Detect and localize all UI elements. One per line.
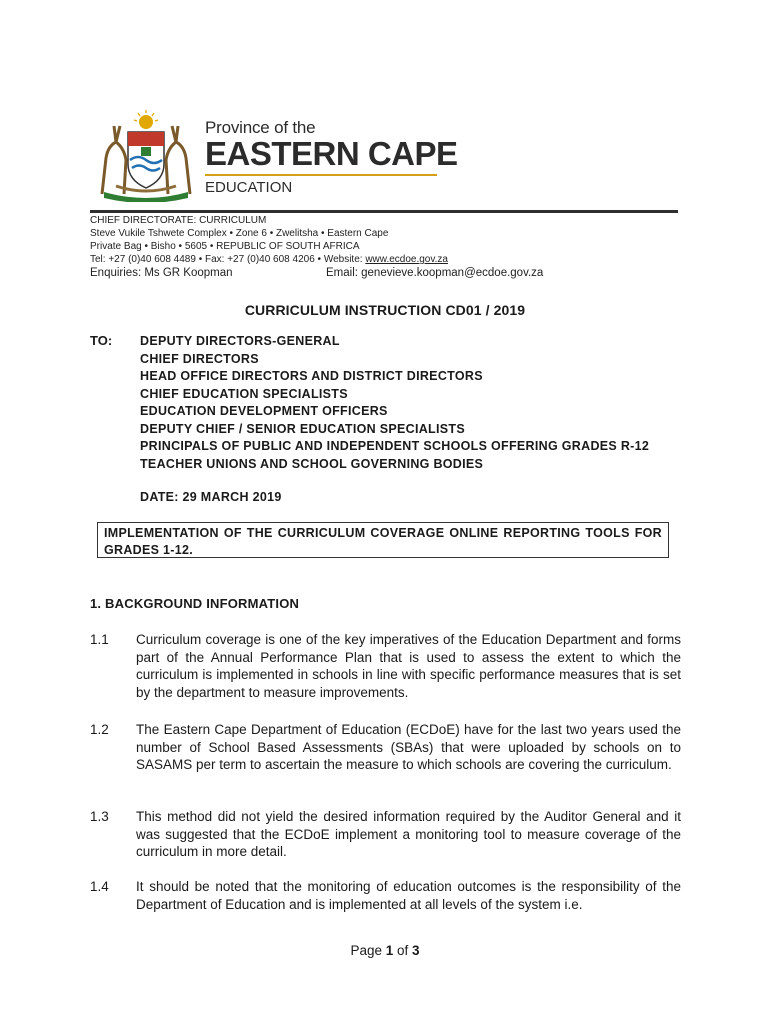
document-date: DATE: 29 MARCH 2019 xyxy=(140,490,282,504)
letterhead-gold-rule xyxy=(205,174,437,176)
paragraph-text: This method did not yield the desired information required by the Auditor General and it was suggested that the ECDoE implement a monitoring tool to measure coverage of the curriculum in more detail. xyxy=(136,809,681,859)
section-heading: 1. BACKGROUND INFORMATION xyxy=(90,596,300,611)
email-text: Email: genevieve.koopman@ecdoe.gov.za xyxy=(326,267,544,279)
paragraph-number: 1.4 xyxy=(90,879,109,894)
recipient-item: CHIEF DIRECTORS xyxy=(140,351,259,366)
recipient-list xyxy=(140,333,649,473)
letterhead-line-education: EDUCATION xyxy=(205,179,293,196)
document-title: CURRICULUM INSTRUCTION CD01 / 2019 xyxy=(244,302,526,318)
letterhead-line-province: Province of the xyxy=(205,118,316,137)
paragraph-number: 1.3 xyxy=(90,809,109,824)
letterhead-brand xyxy=(205,118,458,196)
paragraph-text: The Eastern Cape Department of Education (ECDoE) have for the last two years used the number of School Based Assessments (SBAs) that were uploaded by schools on to SASAMS per term to ascertain the measure to which schools are covering the curriculum. xyxy=(136,722,681,772)
recipient-item: CHIEF EDUCATION SPECIALISTS xyxy=(140,386,348,401)
address-line-enquiries xyxy=(90,266,544,280)
address-block xyxy=(90,214,544,280)
paragraph-text: It should be noted that the monitoring of education outcomes is the responsibility of the Department of Education and is implemented at all levels of the system i.e. xyxy=(136,879,681,912)
address-line-street: Steve Vukile Tshwete Complex • Zone 6 • Zwelitsha • Eastern Cape xyxy=(90,228,389,239)
address-line-contact xyxy=(90,253,448,266)
recipient-item: DEPUTY CHIEF / SENIOR EDUCATION SPECIALISTS xyxy=(140,421,465,436)
to-label: TO: xyxy=(90,333,113,348)
recipient-item: DEPUTY DIRECTORS-GENERAL xyxy=(140,334,340,348)
recipient-item: PRINCIPALS OF PUBLIC AND INDEPENDENT SCHOOLS OFFERING GRADES R-12 xyxy=(140,439,650,453)
page-word: Page xyxy=(350,943,386,958)
enquiries-text: Enquiries: Ms GR Koopman xyxy=(90,267,233,279)
address-line-directorate: CHIEF DIRECTORATE: CURRICULUM xyxy=(90,215,267,226)
recipient-item: HEAD OFFICE DIRECTORS AND DISTRICT DIRECTORS xyxy=(140,369,483,383)
page-current: 1 xyxy=(385,943,394,958)
subject-box: IMPLEMENTATION OF THE CURRICULUM COVERAGE ONLINE REPORTING TOOLS FOR GRADES 1-12. xyxy=(97,522,669,558)
paragraph-number: 1.1 xyxy=(90,632,109,647)
coat-of-arms-logo xyxy=(88,108,204,202)
paragraph-number: 1.2 xyxy=(90,722,109,737)
page-footer xyxy=(0,943,770,958)
address-line-postal: Private Bag • Bisho • 5605 • REPUBLIC OF SOUTH AFRICA xyxy=(90,241,360,252)
website-link[interactable]: www.ecdoe.gov.za xyxy=(365,254,448,265)
recipient-item: EDUCATION DEVELOPMENT OFFICERS xyxy=(140,404,388,418)
page-total: 3 xyxy=(412,943,420,958)
contact-numbers: Tel: +27 (0)40 608 4489 • Fax: +27 (0)40 608 4206 • Website: xyxy=(90,254,366,265)
recipient-item: TEACHER UNIONS AND SCHOOL GOVERNING BODIES xyxy=(140,456,484,471)
page-of-word: of xyxy=(393,943,413,958)
paragraph-text: Curriculum coverage is one of the key imperatives of the Education Department and forms part of the Annual Performance Plan that is used to assess the extent to which the curriculum is implemented in schools in line with specific performance measures that is set by the department to measure improvements. xyxy=(136,632,681,700)
letterhead-line-eastern-cape: EASTERN CAPE xyxy=(205,135,458,172)
header-divider xyxy=(90,210,678,213)
